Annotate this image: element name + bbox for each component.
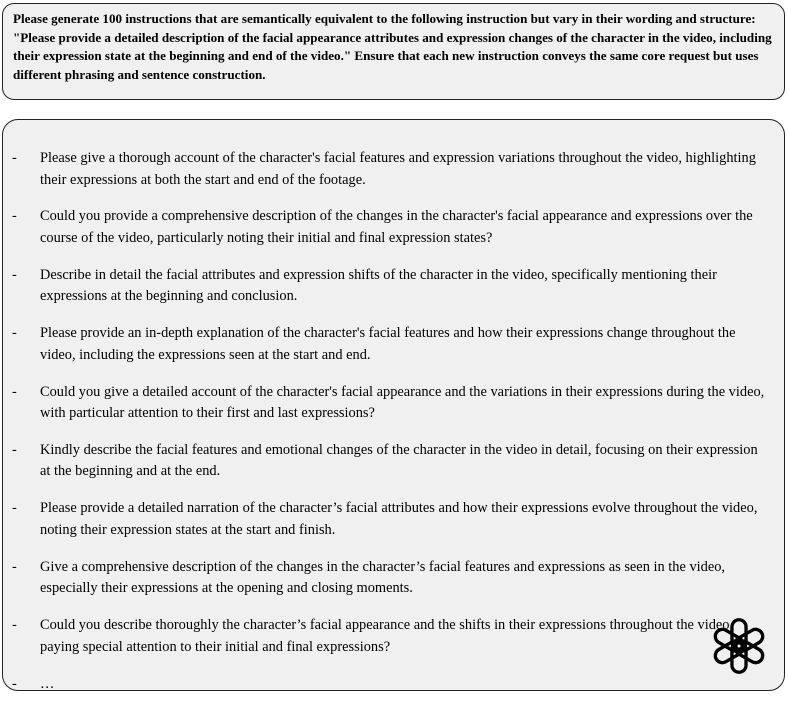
list-item [3,206,784,249]
list-item [3,557,784,600]
prompt-text: Please generate 100 instructions that are semantically equivalent to the following instruction but vary in their wording and structure: "Please provide a detailed description of the facial appearance attributes and expression changes of the character in the video, including their expression state at the beginning and end of the video." Ensure that each new instruction conveys the same core request but uses different phrasing and sentence construction. [13,11,772,82]
list-item-text: Please provide an in-depth explanation of the character's facial features and how their expressions change throughout the video, including the expressions seen at the start and end. [40,325,736,363]
list-item-text: Could you give a detailed account of the character's facial appearance and the variations in their expressions during the video, with particular attention to their first and last expressions? [40,383,765,422]
list-item [3,323,784,366]
response-box [2,119,785,691]
openai-logo-icon [707,614,771,678]
response-list [3,148,784,710]
list-item-text: Please provide a detailed narration of the character’s facial attributes and how their expressions evolve throughout the video, noting their expression states at the start and finish. [40,500,758,538]
list-bullet: - [12,500,17,517]
list-bullet: - [12,617,17,634]
list-bullet: - [12,266,17,283]
prompt-box [2,3,785,100]
list-item-text: … [40,675,55,692]
list-item-text: Kindly describe the facial features and emotional changes of the character in the video in detail, focusing on their expression at the beginning and at the end. [40,441,758,480]
list-item [3,498,784,541]
list-item-text: Could you describe thoroughly the character’s facial appearance and the shifts in their expressions throughout the video, paying special attention to their initial and final expressions? [40,617,734,655]
list-bullet: - [12,208,17,225]
list-item [3,148,784,191]
list-item-text: Give a comprehensive description of the changes in the character’s facial features and expressions as seen in the video, especially their expressions at the opening and closing moments. [40,558,726,597]
list-bullet: - [12,325,17,342]
list-item [3,440,784,483]
list-item-text: Could you provide a comprehensive description of the changes in the character's facial appearance and expressions over the course of the video, particularly noting their initial and final expression states? [40,208,753,246]
list-item [3,382,784,425]
list-item-text: Describe in detail the facial attributes and expression shifts of the character in the video, specifically mentioning their expressions at the beginning and conclusion. [40,266,717,305]
list-item [3,615,784,658]
list-bullet: - [12,441,17,458]
list-bullet: - [12,675,17,692]
list-item [3,265,784,308]
list-item [3,674,784,696]
list-bullet: - [12,150,17,166]
list-bullet: - [12,383,17,400]
list-bullet: - [12,558,17,575]
list-item-text: Please give a thorough account of the character's facial features and expression variations throughout the video, highlighting their expressions at both the start and end of the footage. [40,150,756,188]
